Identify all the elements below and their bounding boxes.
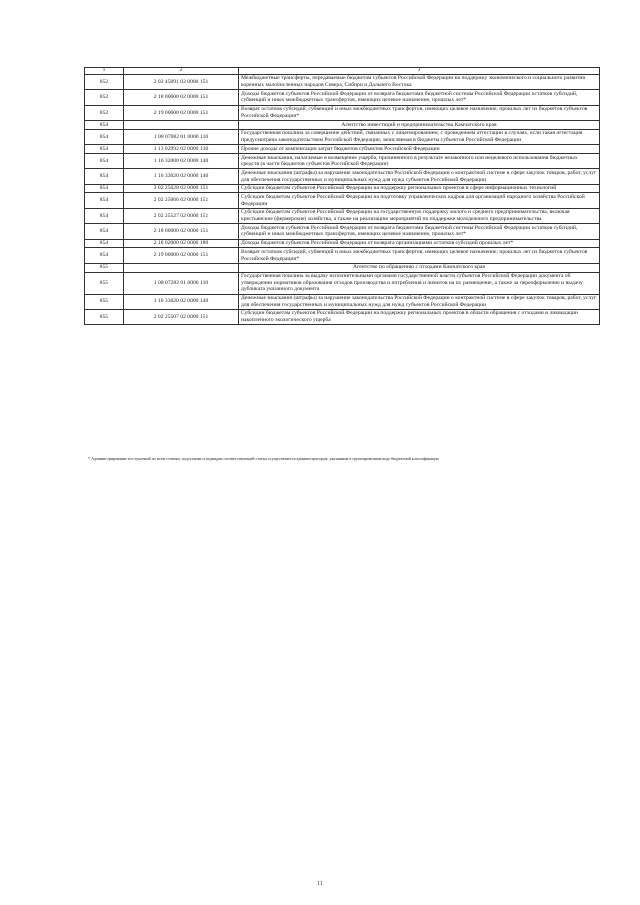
admin-code-cell: 854 <box>85 169 124 184</box>
table-row <box>85 208 600 223</box>
table-row <box>85 224 600 239</box>
admin-code-cell: 854 <box>85 193 124 208</box>
table-row <box>85 90 600 105</box>
revenue-name-cell: Агентство по обращению с отходами Камчатского края <box>239 263 600 272</box>
revenue-code-cell: 1 16 32000 02 0000 140 <box>124 153 239 168</box>
table-row <box>85 193 600 208</box>
header-col-2: 2 <box>124 68 239 75</box>
revenue-code-cell: 2 18 00000 02 0000 151 <box>124 90 239 105</box>
footnote: * Администрирование поступлений по всем статьям, подстатьям и подвидам соответствующей статьи осуществляется администратором, указанным в группировочном коде бюджетной классификации <box>88 456 439 461</box>
revenue-name-cell: Субсидии бюджетам субъектов Российской Федерации на поддержку региональных проектов в сфере информационных технологий <box>239 184 600 193</box>
table-row <box>85 272 600 294</box>
header-col-3: 3 <box>239 68 600 75</box>
table-row <box>85 184 600 193</box>
header-col-1: 1 <box>85 68 124 75</box>
revenue-name-cell: Доходы бюджетов субъектов Российской Федерации от возврата бюджетами бюджетной системы Российской Федерации остатков субсидий, субвенций и иных межбюджетных трансфертов, имеющих целевое назначение, прошлых лет* <box>239 224 600 239</box>
admin-code-cell: 852 <box>85 90 124 105</box>
table-header-row <box>85 68 600 75</box>
revenue-name-cell: Денежные взыскания (штрафы) за нарушение законодательства Российской Федерации о контрактной системе в сфере закупок товаров, работ, услуг для обеспечения государственных и муниципальных нужд для нужд субъектов Российской Федерации <box>239 294 600 309</box>
revenue-name-cell: Межбюджетные трансферты, передаваемые бюджетам субъектов Российской Федерации на поддержку экономического и социального развития коренных малочисленных народов Севера, Сибири и Дальнего Востока <box>239 74 600 89</box>
admin-code-cell: 855 <box>85 294 124 309</box>
revenue-code-cell: 1 08 07282 01 0000 110 <box>124 272 239 294</box>
revenue-name-cell: Прочие доходы от компенсации затрат бюджетов субъектов Российской Федерации <box>239 145 600 154</box>
admin-code-cell: 854 <box>85 145 124 154</box>
revenue-name-cell: Возврат остатков субсидий, субвенций и иных межбюджетных трансфертов, имеющих целевое назначение, прошлых лет из бюджетов субъектов Российской Федерации* <box>239 105 600 120</box>
admin-code-cell: 855 <box>85 272 124 294</box>
section-header-row <box>85 263 600 272</box>
revenue-code-cell <box>124 121 239 130</box>
admin-code-cell: 854 <box>85 129 124 144</box>
table-row <box>85 105 600 120</box>
admin-code-cell: 854 <box>85 239 124 248</box>
admin-code-cell: 855 <box>85 263 124 272</box>
revenue-code-cell: 2 02 25066 02 0000 151 <box>124 193 239 208</box>
table-row <box>85 153 600 168</box>
revenue-name-cell: Доходы бюджетов субъектов Российской Федерации от возврата бюджетами бюджетной системы Российской Федерации остатков субсидий, субвенций и иных межбюджетных трансфертов, имеющих целевое назначение, прошлых лет* <box>239 90 600 105</box>
revenue-name-cell: Государственная пошлина за совершение действий, связанных с лицензированием, с проведением аттестации в случаях, если такая аттестация предусмотрена законодательством Российской Федерации, зачисляемая в бюджеты субъектов Российской Федерации <box>239 129 600 144</box>
table-row <box>85 74 600 89</box>
admin-code-cell: 854 <box>85 248 124 263</box>
admin-code-cell: 854 <box>85 121 124 130</box>
table-row <box>85 145 600 154</box>
admin-code-cell: 854 <box>85 208 124 223</box>
admin-code-cell: 854 <box>85 153 124 168</box>
revenue-name-cell: Государственная пошлина за выдачу исполнительными органами государственной власти субъектов Российской Федерации документа об утверждении нормативов образования отходов производства и потребления и лимитов на их размещение, а также за переоформление и выдачу дубликата указанного документа <box>239 272 600 294</box>
revenue-code-cell: 2 02 25028 02 0000 151 <box>124 184 239 193</box>
table-row <box>85 239 600 248</box>
revenue-code-cell: 2 02 45091 02 0000 151 <box>124 74 239 89</box>
table-body <box>85 68 600 325</box>
revenue-name-cell: Субсидии бюджетам субъектов Российской Федерации на подготовку управленческих кадров для организаций народного хозяйства Российской Федерации <box>239 193 600 208</box>
admin-code-cell: 855 <box>85 309 124 324</box>
revenue-code-cell: 2 18 02000 02 0000 180 <box>124 239 239 248</box>
table-row <box>85 309 600 324</box>
admin-code-cell: 852 <box>85 105 124 120</box>
table-row <box>85 294 600 309</box>
revenue-code-cell: 1 16 33020 02 0000 140 <box>124 294 239 309</box>
revenue-code-cell: 2 02 25507 02 0000 151 <box>124 309 239 324</box>
admin-code-cell: 854 <box>85 224 124 239</box>
table-row <box>85 129 600 144</box>
table-row <box>85 169 600 184</box>
admin-code-cell: 852 <box>85 74 124 89</box>
page-number: 11 <box>317 881 323 887</box>
revenue-code-cell: 2 19 00000 02 0000 151 <box>124 105 239 120</box>
revenue-code-cell: 1 08 07082 01 0000 110 <box>124 129 239 144</box>
revenue-name-cell: Агентство инвестиций и предпринимательства Камчатского края <box>239 121 600 130</box>
revenue-code-cell: 1 13 02992 02 0000 130 <box>124 145 239 154</box>
revenue-code-cell: 1 16 33020 02 0000 140 <box>124 169 239 184</box>
revenue-code-cell: 2 02 25527 02 0000 151 <box>124 208 239 223</box>
revenue-name-cell: Субсидии бюджетам субъектов Российской Федерации на поддержку региональных проектов в области обращения с отходами и ликвидации накопленного экологического ущерба <box>239 309 600 324</box>
revenue-code-cell <box>124 263 239 272</box>
revenue-name-cell: Субсидии бюджетам субъектов Российской Федерации на государственную поддержку малого и среднего предпринимательства, включая крестьянские (фермерские) хозяйства, а также на реализацию мероприятий по поддержке молодежного предпринимательства <box>239 208 600 223</box>
revenue-name-cell: Возврат остатков субсидий, субвенций и иных межбюджетных трансфертов, имеющих целевое назначение, прошлых лет из бюджетов субъектов Российской Федерации* <box>239 248 600 263</box>
revenue-code-cell: 2 18 00000 02 0000 151 <box>124 224 239 239</box>
revenue-name-cell: Денежные взыскания, налагаемые в возмещение ущерба, причиненного в результате незаконного или нецелевого использования бюджетных средств (в части бюджетов субъектов Российской Федерации) <box>239 153 600 168</box>
section-header-row <box>85 121 600 130</box>
revenue-name-cell: Доходы бюджетов субъектов Российской Федерации от возврата организациями остатков субсидий прошлых лет* <box>239 239 600 248</box>
revenue-codes-table <box>84 67 600 325</box>
admin-code-cell: 854 <box>85 184 124 193</box>
table-row <box>85 248 600 263</box>
revenue-code-cell: 2 19 00000 02 0000 151 <box>124 248 239 263</box>
revenue-name-cell: Денежные взыскания (штрафы) за нарушение законодательства Российской Федерации о контрактной системе в сфере закупок товаров, работ, услуг для обеспечения государственных и муниципальных нужд для нужд субъектов Российской Федерации <box>239 169 600 184</box>
